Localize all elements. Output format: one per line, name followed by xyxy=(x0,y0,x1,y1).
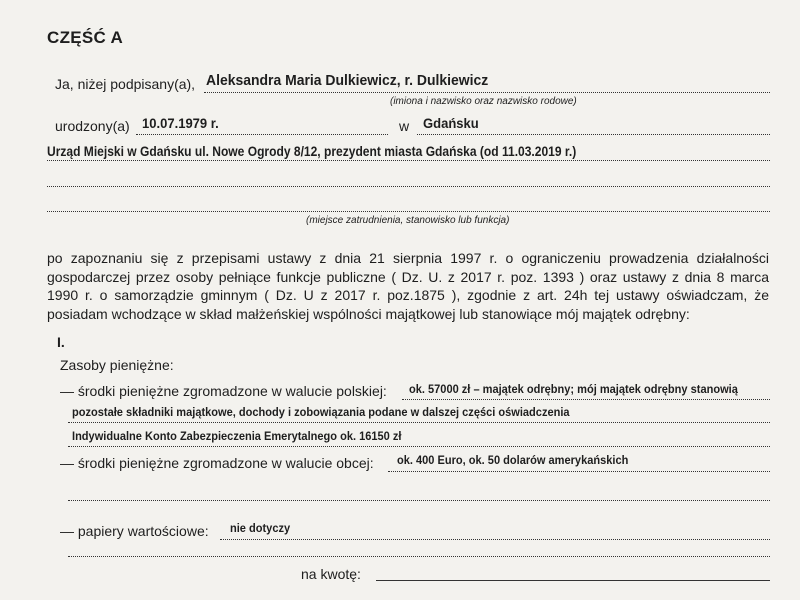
intro-paragraph: po zapoznaniu się z przepisami ustawy z dnia 21 sierpnia 1997 r. o ograniczeniu prowadzenia działalności gospodarczej przez osoby pełniące funkcje publiczne ( Dz. U. z 2017 r. poz. 1393 ) oraz ustawy z dnia 8 marca 1990 r. o samorządzie gminnym ( Dz. U z 2017 r. poz.1875 ), zgodnie z art. 24h tej ustawy oświadczam, że posiadam wchodzące w skład małżeńskiej wspólności majątkowej lub stanowiące mój majątek odrębny: xyxy=(47,250,769,322)
securities-dotted-line-2 xyxy=(68,556,770,557)
employment-dotted-line-1 xyxy=(47,160,770,161)
securities-value: nie dotyczy xyxy=(230,521,291,535)
foreign-dotted-line-2 xyxy=(68,500,770,501)
birth-label: urodzony(a) xyxy=(55,118,130,134)
amount-label: na kwotę: xyxy=(301,566,361,582)
pln-dotted-line-1 xyxy=(402,399,770,400)
declarant-dotted-line xyxy=(204,92,770,93)
section-one-number: I. xyxy=(57,334,65,350)
securities-dotted-line-1 xyxy=(220,539,770,540)
employment-caption: (miejsce zatrudnienia, stanowisko lub funkcja) xyxy=(306,215,510,226)
section-one-heading: Zasoby pieniężne: xyxy=(60,357,174,373)
employment-dotted-line-3 xyxy=(47,211,770,212)
birth-date-dotted-line xyxy=(136,134,388,135)
birth-place-dotted-line xyxy=(417,134,770,135)
birth-date: 10.07.1979 r. xyxy=(142,115,219,131)
birth-place: Gdańsku xyxy=(423,115,479,131)
pln-dotted-line-3 xyxy=(68,446,770,447)
employment-dotted-line-2 xyxy=(47,186,770,187)
employment-text: Urząd Miejski w Gdańsku ul. Nowe Ogrody 8/12, prezydent miasta Gdańska (od 11.03.2019 r.) xyxy=(47,143,577,159)
securities-label: — papiery wartościowe: xyxy=(60,523,209,539)
pln-dotted-line-2 xyxy=(68,422,770,423)
amount-line xyxy=(376,580,770,581)
birth-place-prefix: w xyxy=(399,118,410,134)
foreign-funds-label: — środki pieniężne zgromadzone w walucie obcej: xyxy=(60,455,374,471)
pln-value-line-2: pozostałe składniki majątkowe, dochody i zobowiązania podane w dalszej części oświadczenia xyxy=(72,405,570,419)
pln-value-line-1: ok. 57000 zł – majątek odrębny; mój majątek odrębny stanowią xyxy=(409,382,738,396)
declarant-caption: (imiona i nazwisko oraz nazwisko rodowe) xyxy=(390,96,577,107)
foreign-value: ok. 400 Euro, ok. 50 dolarów amerykańskich xyxy=(397,453,629,467)
foreign-dotted-line-1 xyxy=(388,471,770,472)
declarant-name: Aleksandra Maria Dulkiewicz, r. Dulkiewicz xyxy=(206,72,489,89)
pln-value-line-3: Indywidualne Konto Zabezpieczenia Emerytalnego ok. 16150 zł xyxy=(72,429,402,443)
pln-funds-label: — środki pieniężne zgromadzone w walucie polskiej: xyxy=(60,383,387,399)
declarant-label: Ja, niżej podpisany(a), xyxy=(55,76,196,92)
section-title: CZĘŚĆ A xyxy=(47,28,124,47)
